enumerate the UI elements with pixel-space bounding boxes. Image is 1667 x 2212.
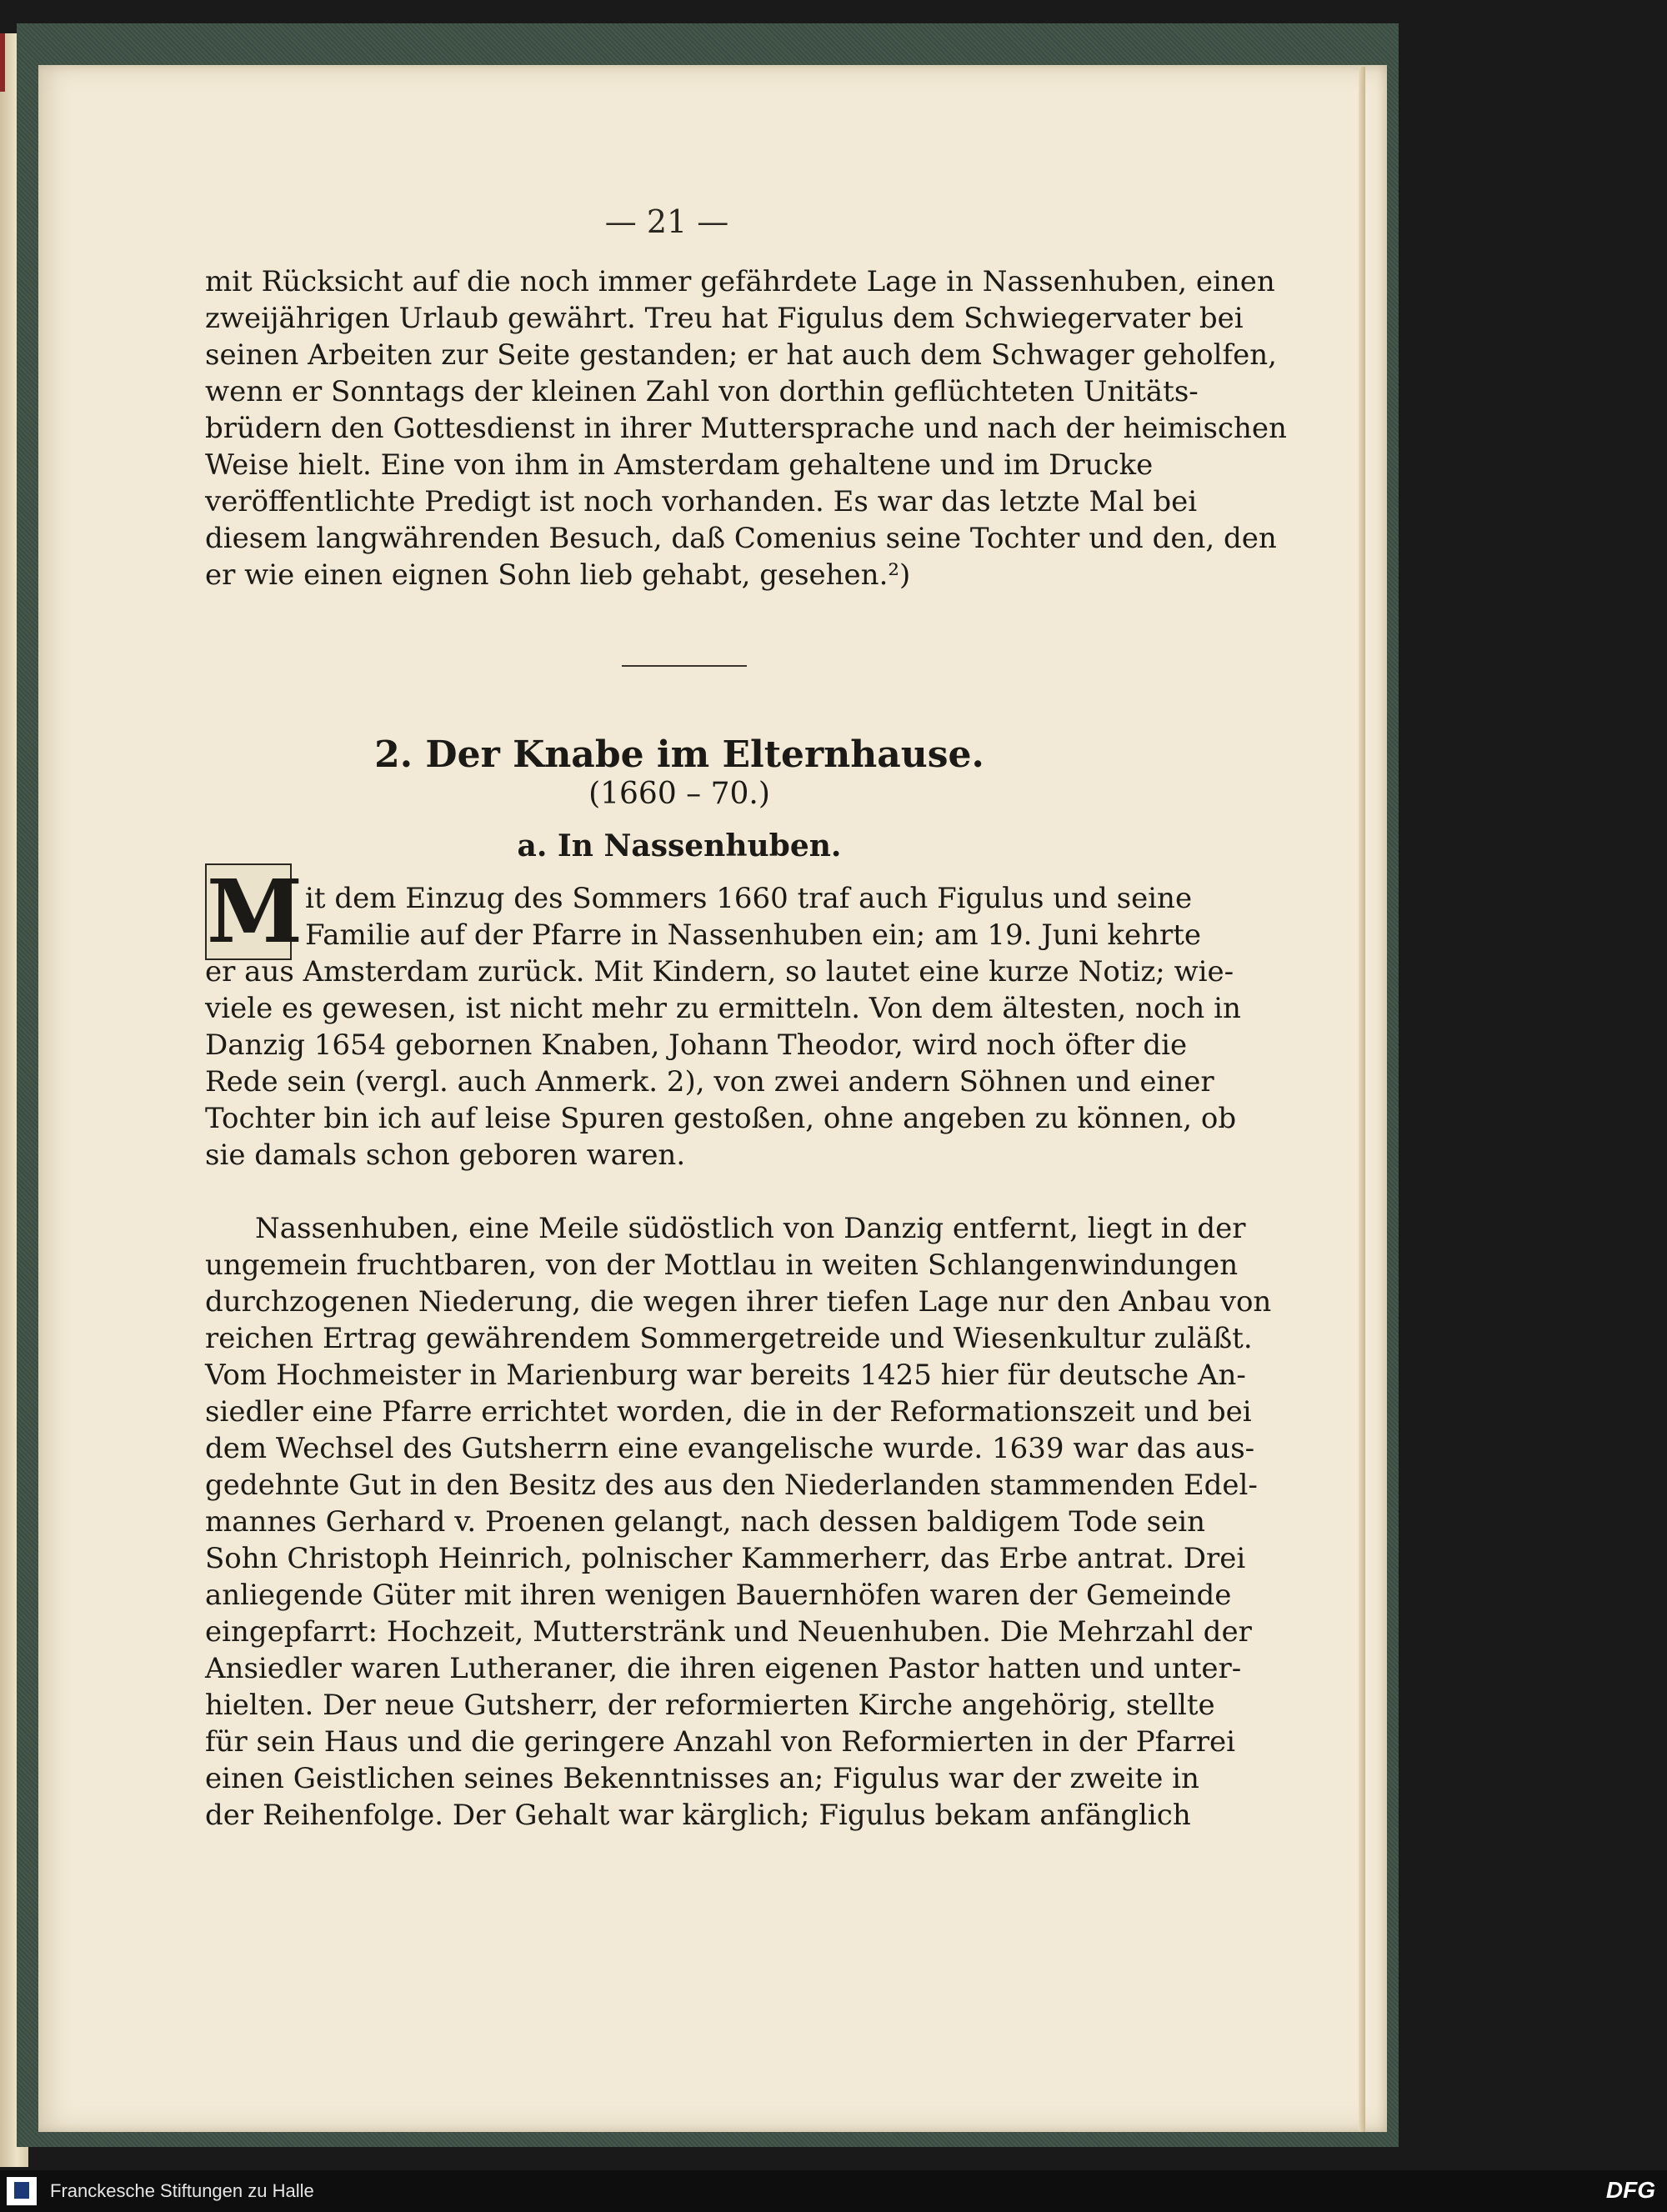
text-line: Nassenhuben, eine Meile südöstlich von Danzig entfernt, liegt in der	[255, 1212, 1246, 1245]
text-line: der Reihenfolge. Der Gehalt war kärglich; Figulus bekam anfänglich	[205, 1799, 1191, 1832]
dfg-logo: DFG	[1605, 2177, 1655, 2203]
text-line: Ansiedler waren Lutheraner, die ihren eigenen Pastor hatten und unter-	[205, 1652, 1242, 1685]
text-line: wenn er Sonntags der kleinen Zahl von dorthin geflüchteten Unitäts-	[205, 375, 1199, 408]
text-line: eingepfarrt: Hochzeit, Mutterstränk und Neuenhuben. Die Mehrzahl der	[205, 1615, 1252, 1649]
section-divider	[622, 665, 747, 667]
text-line: mannes Gerhard v. Proenen gelangt, nach dessen baldigem Tode sein	[205, 1505, 1205, 1539]
text-line: er aus Amsterdam zurück. Mit Kindern, so lautet eine kurze Notiz; wie-	[205, 955, 1234, 988]
institution-name: Franckesche Stiftungen zu Halle	[50, 2180, 314, 2201]
text-line: für sein Haus und die geringere Anzahl von Reformierten in der Pfarrei	[205, 1725, 1236, 1759]
text-line: ungemein fruchtbaren, von der Mottlau in weiten Schlangenwindungen	[205, 1249, 1239, 1282]
text-line: hielten. Der neue Gutsherr, der reformierten Kirche angehörig, stellte	[205, 1689, 1215, 1722]
institution-logo-icon	[7, 2177, 37, 2205]
text-line: gedehnte Gut in den Besitz des aus den Niederlanden stammenden Edel-	[205, 1469, 1258, 1502]
text-line: dem Wechsel des Gutsherrn eine evangelische wurde. 1639 war das aus-	[205, 1432, 1255, 1465]
text-line: Familie auf der Pfarre in Nassenhuben ein; am 19. Juni kehrte	[305, 918, 1202, 952]
text-line: diesem langwährenden Besuch, daß Comenius seine Tochter und den, den	[205, 522, 1277, 555]
text-line: siedler eine Pfarre errichtet worden, die in der Reformationszeit und bei	[205, 1395, 1252, 1429]
text-line: seinen Arbeiten zur Seite gestanden; er hat auch dem Schwager geholfen,	[205, 338, 1277, 372]
text-line: mit Rücksicht auf die noch immer gefährdete Lage in Nassenhuben, einen	[205, 265, 1275, 298]
text-line: er wie einen eignen Sohn lieb gehabt, gesehen.²)	[205, 558, 911, 592]
drop-cap-initial: M	[207, 860, 303, 963]
text-line: Vom Hochmeister in Marienburg war bereits 1425 hier für deutsche An-	[205, 1359, 1246, 1392]
text-line: viele es gewesen, ist nicht mehr zu ermitteln. Von dem ältesten, noch in	[205, 992, 1241, 1025]
text-line: anliegende Güter mit ihren wenigen Bauernhöfen waren der Gemeinde	[205, 1579, 1232, 1612]
text-line: Weise hielt. Eine von ihm in Amsterdam gehaltene und im Drucke	[205, 448, 1154, 482]
text-line: sie damals schon geboren waren.	[205, 1139, 686, 1172]
text-line: Danzig 1654 gebornen Knaben, Johann Theodor, wird noch öfter die	[205, 1028, 1188, 1062]
section-title: 2. Der Knabe im Elternhause.	[374, 733, 984, 776]
text-line: Rede sein (vergl. auch Anmerk. 2), von zwei andern Söhnen und einer	[205, 1065, 1214, 1098]
text-line: veröffentlichte Predigt ist noch vorhanden. Es war das letzte Mal bei	[205, 485, 1198, 518]
text-line: zweijährigen Urlaub gewährt. Treu hat Figulus dem Schwiegervater bei	[205, 302, 1244, 335]
text-line: Sohn Christoph Heinrich, polnischer Kammerherr, das Erbe antrat. Drei	[205, 1542, 1246, 1575]
page-number: — 21 —	[604, 203, 729, 240]
text-line: reichen Ertrag gewährendem Sommergetreide und Wiesenkultur zuläßt.	[205, 1322, 1253, 1355]
section-dates: (1660 – 70.)	[588, 777, 770, 811]
text-line: durchzogenen Niederung, die wegen ihrer tiefen Lage nur den Anbau von	[205, 1285, 1272, 1319]
left-bookmark-edge	[0, 33, 5, 92]
text-line: Tochter bin ich auf leise Spuren gestoßen, ohne angeben zu können, ob	[205, 1102, 1237, 1135]
viewer-footer	[0, 2170, 1667, 2212]
page-edge-shadow	[1359, 67, 1365, 2132]
text-line: brüdern den Gottesdienst in ihrer Muttersprache und nach der heimischen	[205, 412, 1287, 445]
text-line: it dem Einzug des Sommers 1660 traf auch Figulus und seine	[305, 882, 1193, 915]
subsection-title: a. In Nassenhuben.	[517, 828, 842, 863]
text-line: einen Geistlichen seines Bekenntnisses an; Figulus war der zweite in	[205, 1762, 1199, 1795]
